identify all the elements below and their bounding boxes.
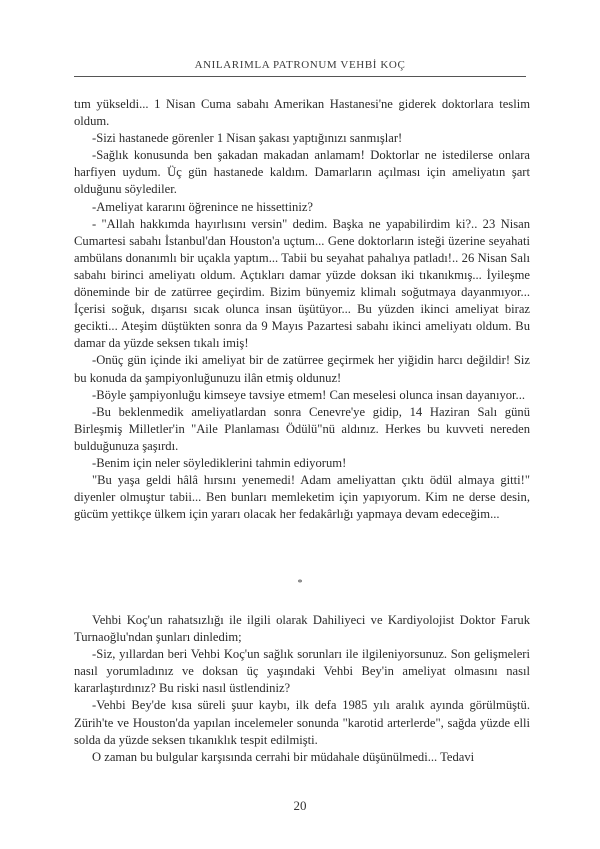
paragraph: -Siz, yıllardan beri Vehbi Koç'un sağlık sorunları ile ilgileniyorsunuz. Son gelişmeleri nasıl yorumladınız ve doksan üç yaşındaki Vehbi Bey'in ameliyat olmasını nasıl kararlaştırdınız? Bu riski nasıl üstlendiniz? xyxy=(74,647,530,696)
paragraph: -Sizi hastanede görenler 1 Nisan şakası yaptığınızı sanmışlar! xyxy=(92,131,403,146)
main-text-block xyxy=(74,96,530,523)
paragraph: -Vehbi Bey'de kısa süreli şuur kaybı, ilk defa 1985 yılı aralık ayında görülmüştü. Zürih'te ve Houston'da yapılan incelemeler sonunda "karotid arterlerde", sağda yüzde elli solda da yüzde seksen tıkanıklık tespit edilmişti. xyxy=(74,698,530,747)
paragraph: -Sağlık konusunda ben şakadan makadan anlamam! Doktorlar ne istedilerse onlara harfiyen uydum. Üç gün hastanede kaldım. Damarların açılması için ameliyatın şart olduğunu söylediler. xyxy=(74,148,530,197)
section-separator: * xyxy=(297,578,303,589)
paragraph: -Benim için neler söylediklerini tahmin ediyorum! xyxy=(92,455,347,470)
paragraph: -Ameliyat kararını öğrenince ne hissettiniz? xyxy=(92,199,314,214)
second-text-block xyxy=(74,612,530,766)
running-head: ANILARIMLA PATRONUM VEHBİ KOÇ xyxy=(194,59,406,71)
page-number: 20 xyxy=(293,798,307,813)
paragraph: -Böyle şampiyonluğu kimseye tavsiye etmem! Can meselesi olunca insan dayanıyor... xyxy=(92,387,525,402)
paragraph: - "Allah hakkımda hayırlısını versin" dedim. Başka ne yapabilirdim ki?.. 23 Nisan Cumartesi sabahı İstanbul'dan Houston'a uçtum... Gene doktorların isteği üzerine seyahati ambülans donanımlı bir uçakla yaptım... Tabii bu seyahat pahalıya patladı!.. 26 Nisan Salı sabahı birinci ameliyatı oldum. Açtıkları damar yüzde doksan iki tıkanıkmış... İyileşme döneminde bir de zatürree geçirdim. Bizim bünyemiz klimalı soğutmaya dayanmıyor... İçerisi soğuk, dışarısı sıcak olunca insan üşütüyor... Bu yüzden ikinci ameliyat biraz gecikti... Ateşim düştükten sonra da 9 Mayıs Pazartesi sabahı ikinci ameliyatı oldum. Bu damar da yüzde seksen tıkalı imiş! xyxy=(74,216,530,351)
paragraph: O zaman bu bulgular karşısında cerrahi bir müdahale düşünülmedi... Tedavi xyxy=(92,749,475,764)
paragraph: tım yükseldi... 1 Nisan Cuma sabahı Amerikan Hastanesi'ne giderek doktorlara teslim oldum. xyxy=(74,97,530,129)
paragraph: -Onüç gün içinde iki ameliyat bir de zatürree geçirmek her yiğidin harcı değildir! Siz bu konuda da şampiyonluğunuzu ilân etmiş oldunuz! xyxy=(74,353,530,385)
paragraph: Vehbi Koç'un rahatsızlığı ile ilgili olarak Dahiliyeci ve Kardiyolojist Doktor Faruk Turnaoğlu'ndan şunları dinledim; xyxy=(74,613,530,645)
paragraph: "Bu yaşa geldi hâlâ hırsını yenemedi! Adam ameliyattan çıktı ödül almaya gitti!" diyenler olmuştur tabii... Ben bunları memleketim için yapıyorum. Kim ne derse desin, gücüm yettikçe ülkem için yararı olacak her fedakârlığı yapmaya devam edeceğim... xyxy=(74,473,530,522)
header-rule xyxy=(74,76,526,77)
paragraph: -Bu beklenmedik ameliyatlardan sonra Cenevre'ye gidip, 14 Haziran Salı günü Birleşmiş Milletler'in "Aile Planlaması Ödülü"nü aldınız. Herkes bu kuvveti nereden bulduğunuza şaşırdı. xyxy=(74,404,530,453)
